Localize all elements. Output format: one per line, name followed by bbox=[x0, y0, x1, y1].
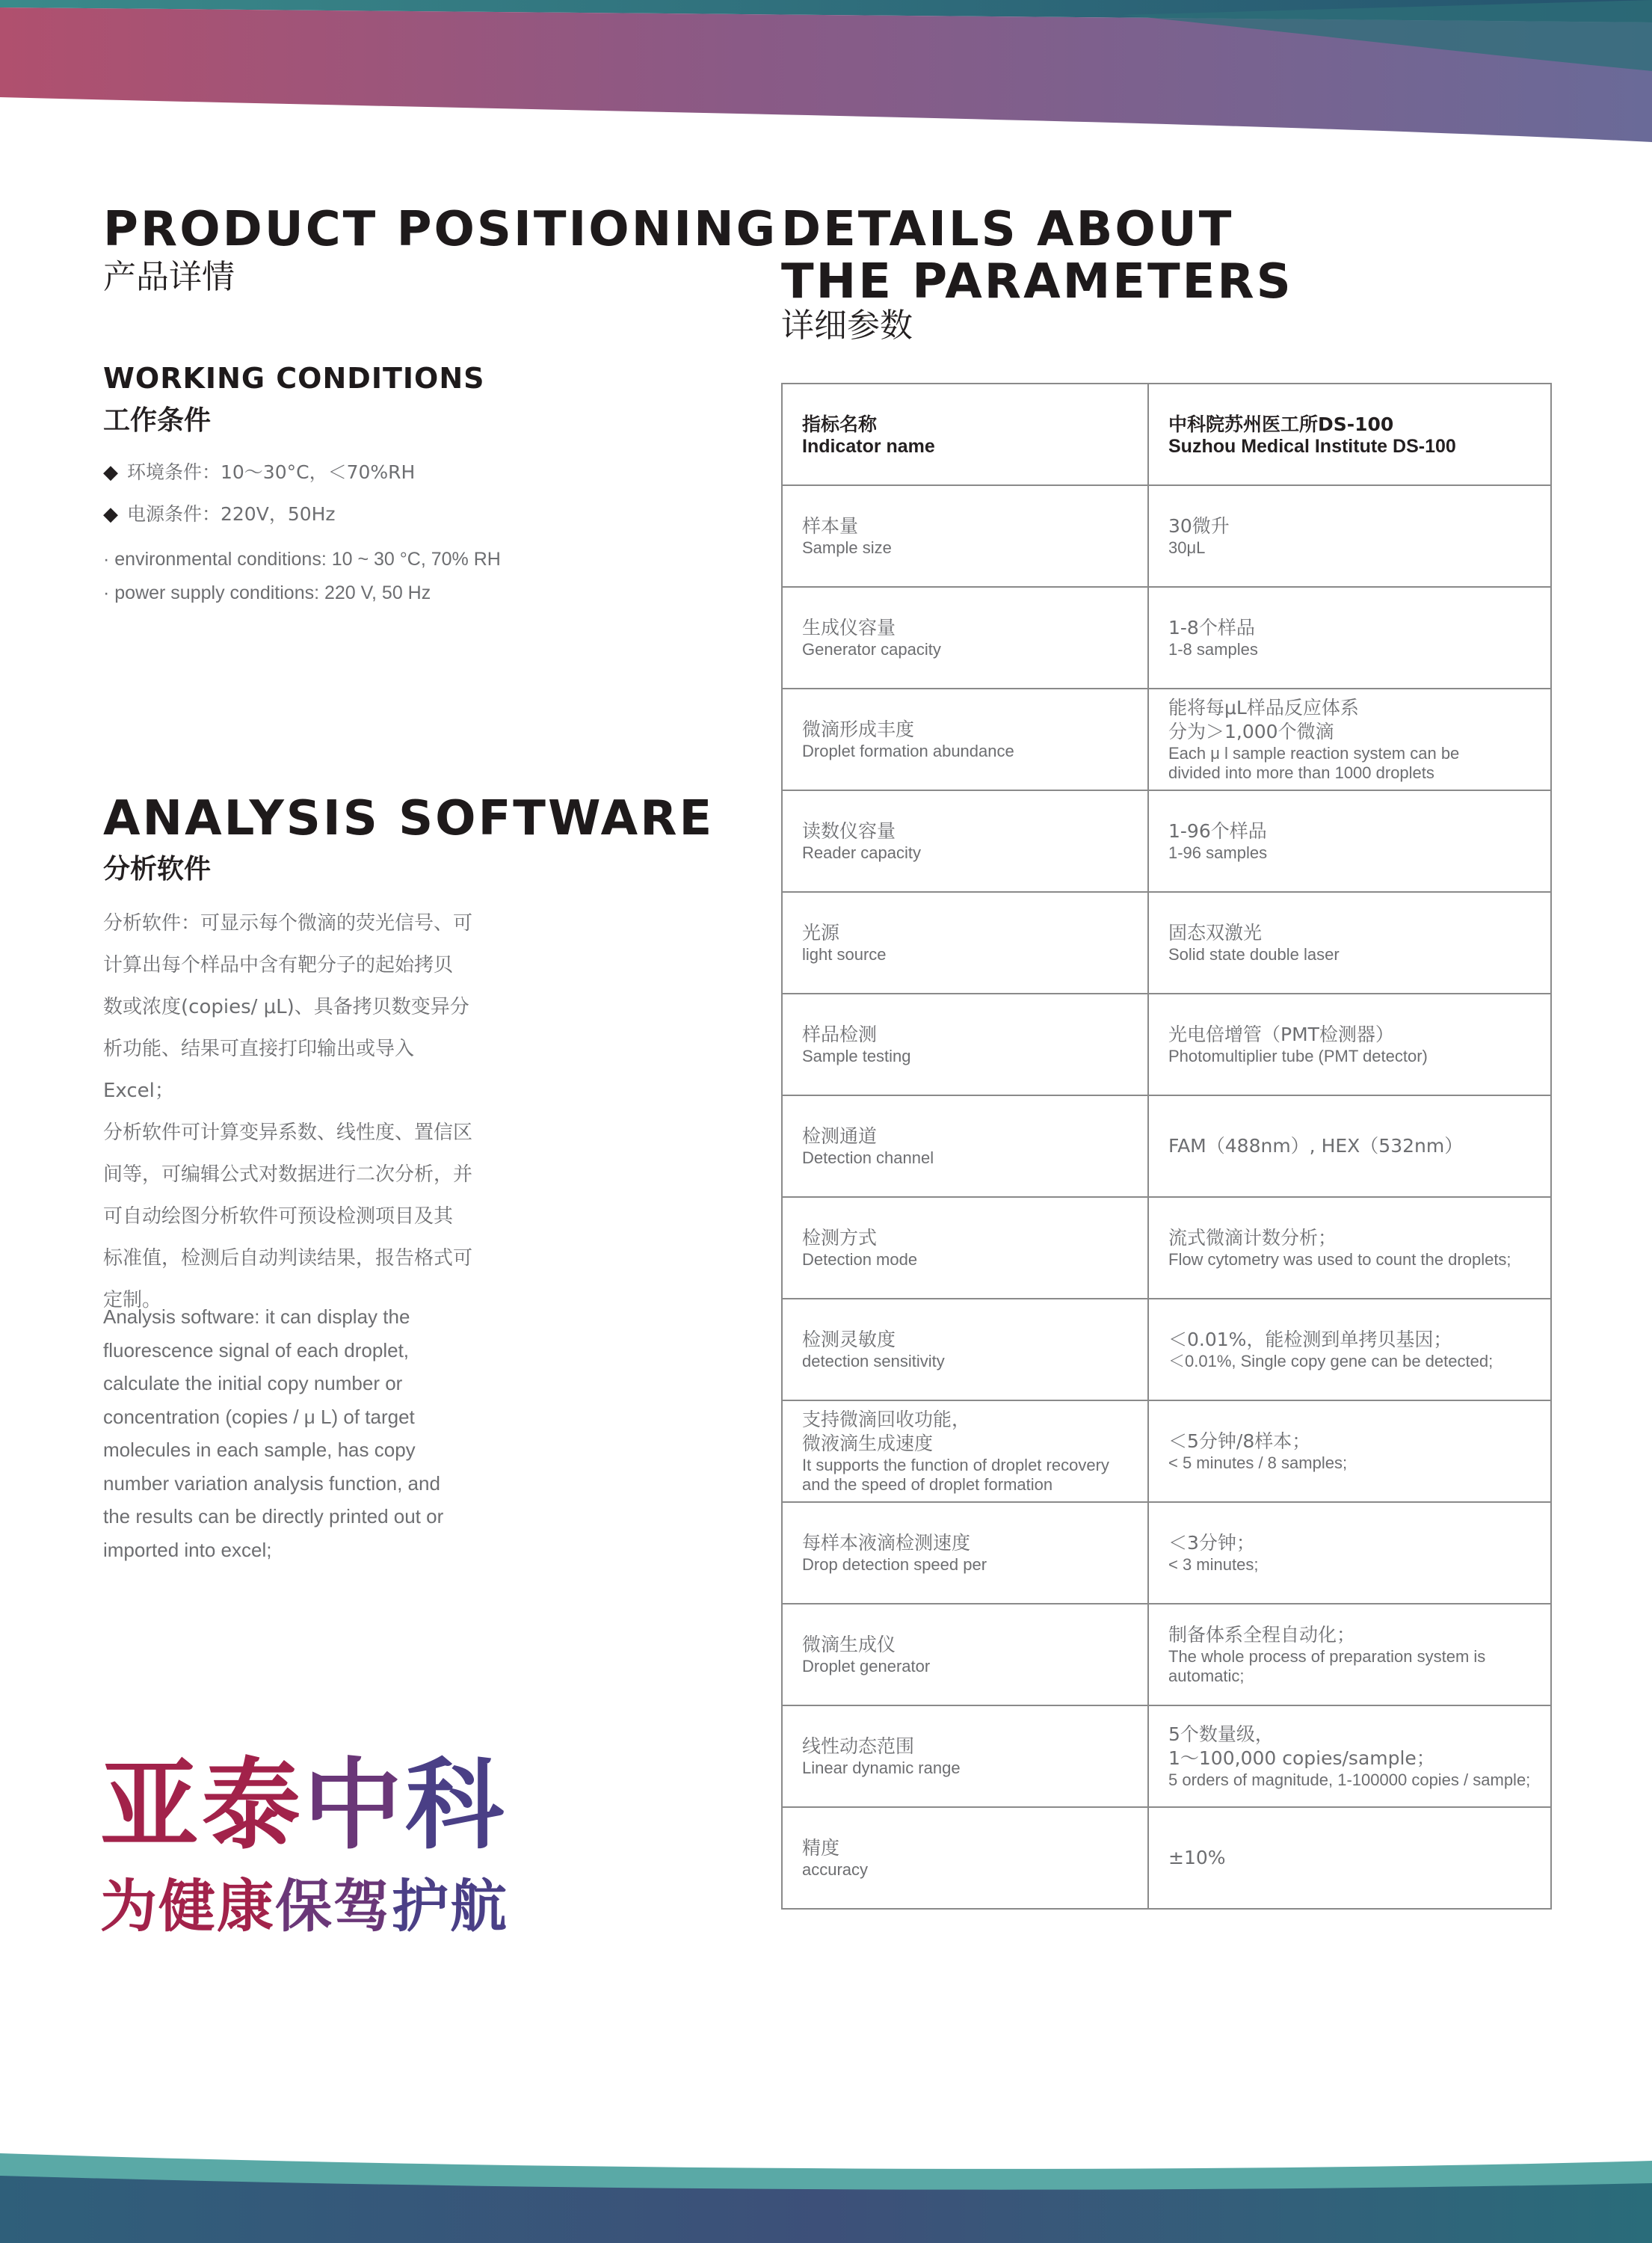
table-cell: 1-96个样品 1-96 samples bbox=[1148, 790, 1551, 892]
table-row bbox=[782, 1095, 1551, 1197]
table-row bbox=[782, 689, 1551, 790]
table-cell: 微滴生成仪 Droplet generator bbox=[782, 1604, 1148, 1705]
table-row bbox=[782, 1807, 1551, 1909]
table-cell: ±10% bbox=[1148, 1807, 1551, 1909]
table-cell: 样本量 Sample size bbox=[782, 485, 1148, 587]
table-row bbox=[782, 1197, 1551, 1299]
table-cell: 检测通道 Detection channel bbox=[782, 1095, 1148, 1197]
working-conditions-title: WORKING CONDITIONS bbox=[103, 362, 485, 395]
table-cell: 读数仪容量 Reader capacity bbox=[782, 790, 1148, 892]
table-cell: 支持微滴回收功能， 微液滴生成速度 It supports the function of droplet recovery and the speed of droplet formation bbox=[782, 1400, 1148, 1502]
table-cell: 30微升 30μL bbox=[1148, 485, 1551, 587]
working-conditions-subtitle: 工作条件 bbox=[103, 405, 212, 436]
brand-slogan-line2: 为健康保驾护航 bbox=[100, 1873, 508, 1939]
table-cell: 精度 accuracy bbox=[782, 1807, 1148, 1909]
table-cell: ＜0.01%，能检测到单拷贝基因； ＜0.01%, Single copy gene can be detected; bbox=[1148, 1299, 1551, 1400]
table-cell: 生成仪容量 Generator capacity bbox=[782, 587, 1148, 689]
table-row bbox=[782, 485, 1551, 587]
bottom-decorative-band bbox=[0, 2138, 1652, 2243]
condition-item-en: · power supply conditions: 220 V, 50 Hz bbox=[103, 582, 431, 603]
table-row bbox=[782, 1299, 1551, 1400]
details-title-line1: DETAILS ABOUT bbox=[781, 202, 1234, 257]
table-cell: 光电倍增管（PMT检测器） Photomultiplier tube (PMT detector) bbox=[1148, 994, 1551, 1095]
table-cell: 制备体系全程自动化； The whole process of preparation system is automatic; bbox=[1148, 1604, 1551, 1705]
table-cell: 光源 light source bbox=[782, 892, 1148, 994]
table-cell: ＜5分钟/8样本； < 5 minutes / 8 samples; bbox=[1148, 1400, 1551, 1502]
condition-item: ◆ 电源条件：220V，50Hz bbox=[103, 503, 336, 526]
diamond-bullet-icon: ◆ bbox=[103, 503, 118, 526]
table-cell: ＜3分钟； < 3 minutes; bbox=[1148, 1502, 1551, 1604]
table-cell: 能将每μL样品反应体系 分为＞1,000个微滴 Each μ l sample reaction system can be divided into more than 1000 droplets bbox=[1148, 689, 1551, 790]
table-row bbox=[782, 1400, 1551, 1502]
table-row bbox=[782, 1604, 1551, 1705]
product-positioning-subtitle: 产品详情 bbox=[103, 258, 235, 296]
product-positioning-title: PRODUCT POSITIONING bbox=[103, 202, 778, 257]
table-cell: 每样本液滴检测速度 Drop detection speed per bbox=[782, 1502, 1148, 1604]
details-subtitle: 详细参数 bbox=[781, 307, 913, 345]
table-row bbox=[782, 1502, 1551, 1604]
table-cell: 固态双激光 Solid state double laser bbox=[1148, 892, 1551, 994]
brand-slogan-line1: 亚泰中科 bbox=[100, 1748, 507, 1863]
table-row bbox=[782, 994, 1551, 1095]
table-row bbox=[782, 892, 1551, 994]
condition-item: ◆ 环境条件：10～30°C，＜70%RH bbox=[103, 461, 416, 484]
table-cell: FAM（488nm）, HEX（532nm） bbox=[1148, 1095, 1551, 1197]
table-cell: 中科院苏州医工所DS-100 Suzhou Medical Institute DS-100 bbox=[1148, 384, 1551, 485]
table-cell: 流式微滴计数分析； Flow cytometry was used to count the droplets; bbox=[1148, 1197, 1551, 1299]
table-row bbox=[782, 587, 1551, 689]
analysis-software-description-cn: 分析软件：可显示每个微滴的荧光信号、可 计算出每个样品中含有靶分子的起始拷贝 数或浓度(copies/ μL)、具备拷贝数变异分 析功能、结果可直接打印输出或导入Excel； 分析软件可计算变异系数、线性度、置信区 间等，可编辑公式对数据进行二次分析，并 可自动绘图分析软件可预设检测项目及其 标准值，检测后自动判读结果，报告格式可 定制。 bbox=[103, 912, 473, 1311]
condition-item-en: · environmental conditions: 10 ~ 30 °C, 70% RH bbox=[103, 549, 501, 570]
table-cell: 检测灵敏度 detection sensitivity bbox=[782, 1299, 1148, 1400]
table-row bbox=[782, 1705, 1551, 1807]
analysis-software-subtitle: 分析软件 bbox=[103, 854, 212, 884]
details-title-line2: THE PARAMETERS bbox=[781, 254, 1293, 310]
parameters-table bbox=[781, 383, 1552, 1910]
diamond-bullet-icon: ◆ bbox=[103, 461, 118, 484]
table-cell: 微滴形成丰度 Droplet formation abundance bbox=[782, 689, 1148, 790]
analysis-software-description-en: Analysis software: it can display the fluorescence signal of each droplet, calculate the initial copy number or concentration (copies / μ L) of target molecules in each sample, has copy number variation analysis function, and the results can be directly printed out or imported into excel; bbox=[103, 1305, 444, 1561]
table-header-row bbox=[782, 384, 1551, 485]
analysis-software-title: ANALYSIS SOFTWARE bbox=[103, 791, 715, 846]
table-cell: 检测方式 Detection mode bbox=[782, 1197, 1148, 1299]
table-cell: 线性动态范围 Linear dynamic range bbox=[782, 1705, 1148, 1807]
table-cell: 样品检测 Sample testing bbox=[782, 994, 1148, 1095]
table-cell: 指标名称 Indicator name bbox=[782, 384, 1148, 485]
table-row bbox=[782, 790, 1551, 892]
top-decorative-band bbox=[0, 0, 1652, 150]
table-cell: 5个数量级， 1～100,000 copies/sample； 5 orders of magnitude, 1-100000 copies / sample; bbox=[1148, 1705, 1551, 1807]
table-cell: 1-8个样品 1-8 samples bbox=[1148, 587, 1551, 689]
